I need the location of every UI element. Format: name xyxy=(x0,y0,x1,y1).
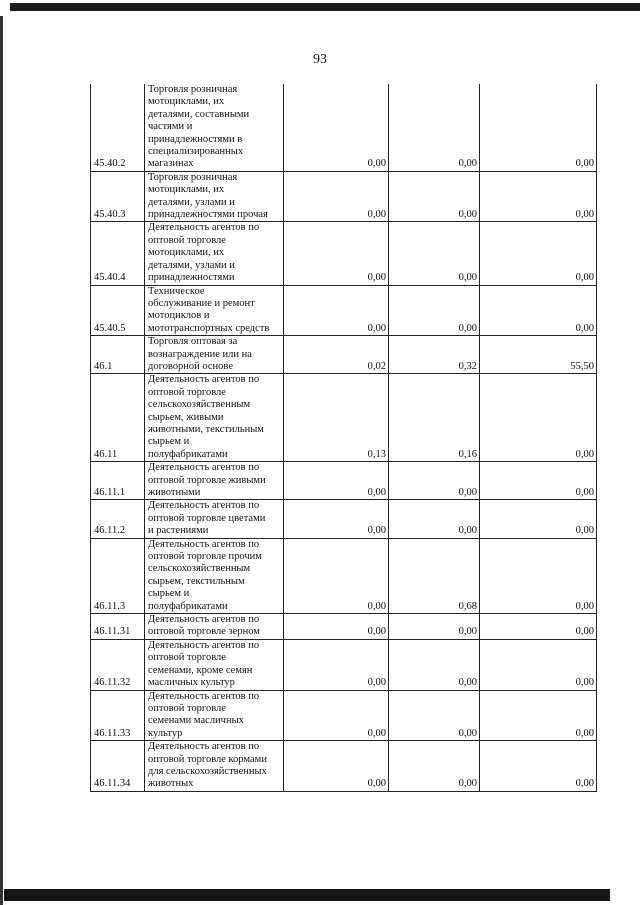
cell-value-1: 0,00 xyxy=(284,639,389,690)
cell-value-2: 0,00 xyxy=(389,639,480,690)
cell-activity-name: Деятельность агентов по оптовой торговле мотоциклами, их деталями, узлами и принадлежностями xyxy=(145,222,284,285)
cell-code: 45.40.5 xyxy=(91,285,145,336)
cell-value-3: 0,00 xyxy=(480,639,597,690)
cell-activity-name: Торговля розничная мотоциклами, их деталями, составными частями и принадлежностями в специализированных магазинах xyxy=(145,84,284,171)
cell-value-1: 0,00 xyxy=(284,285,389,336)
table-row xyxy=(91,741,597,792)
cell-activity-name: Техническое обслуживание и ремонт мотоциклов и мототранспортных средств xyxy=(145,285,284,336)
cell-activity-name: Деятельность агентов по оптовой торговле цветами и растениями xyxy=(145,500,284,538)
cell-value-2: 0,00 xyxy=(389,171,480,222)
cell-activity-name: Торговля оптовая за вознаграждение или на договорной основе xyxy=(145,336,284,374)
cell-value-1: 0,00 xyxy=(284,462,389,500)
cell-value-3: 0,00 xyxy=(480,222,597,285)
table-row xyxy=(91,222,597,285)
table-row xyxy=(91,171,597,222)
cell-value-2: 0,00 xyxy=(389,741,480,792)
table-row xyxy=(91,538,597,613)
cell-code: 45.40.3 xyxy=(91,171,145,222)
cell-activity-name: Деятельность агентов по оптовой торговле семенами, кроме семян масличных культур xyxy=(145,639,284,690)
okved-table xyxy=(90,84,597,792)
cell-value-1: 0,00 xyxy=(284,222,389,285)
cell-code: 46.1 xyxy=(91,336,145,374)
cell-activity-name: Торговля розничная мотоциклами, их деталями, узлами и принадлежностями прочая xyxy=(145,171,284,222)
cell-value-2: 0,68 xyxy=(389,538,480,613)
cell-code: 46.11.31 xyxy=(91,614,145,640)
cell-value-2: 0,16 xyxy=(389,374,480,462)
cell-value-3: 0,00 xyxy=(480,500,597,538)
table-row xyxy=(91,500,597,538)
cell-activity-name: Деятельность агентов по оптовой торговле зерном xyxy=(145,614,284,640)
cell-value-2: 0,00 xyxy=(389,462,480,500)
table-row xyxy=(91,639,597,690)
cell-value-1: 0,00 xyxy=(284,614,389,640)
table-row xyxy=(91,336,597,374)
cell-value-2: 0,00 xyxy=(389,84,480,171)
cell-value-2: 0,00 xyxy=(389,614,480,640)
cell-value-3: 0,00 xyxy=(480,538,597,613)
cell-value-2: 0,00 xyxy=(389,285,480,336)
cell-value-3: 0,00 xyxy=(480,171,597,222)
table-row xyxy=(91,462,597,500)
cell-code: 46.11.3 xyxy=(91,538,145,613)
cell-code: 46.11.1 xyxy=(91,462,145,500)
cell-code: 46.11.32 xyxy=(91,639,145,690)
cell-value-1: 0,00 xyxy=(284,741,389,792)
cell-code: 46.11.2 xyxy=(91,500,145,538)
cell-value-1: 0,02 xyxy=(284,336,389,374)
scan-bar-bottom xyxy=(4,889,610,901)
cell-activity-name: Деятельность агентов по оптовой торговле сельскохозяйственным сырьем, живыми животными, текстильным сырьем и полуфабрикатами xyxy=(145,374,284,462)
cell-value-3: 0,00 xyxy=(480,374,597,462)
scan-bar-top xyxy=(10,3,640,11)
cell-value-1: 0,00 xyxy=(284,171,389,222)
cell-activity-name: Деятельность агентов по оптовой торговле прочим сельскохозяйственным сырьем, текстильным сырьем и полуфабрикатами xyxy=(145,538,284,613)
cell-value-2: 0,32 xyxy=(389,336,480,374)
scan-edge-top xyxy=(0,0,640,16)
cell-value-3: 0,00 xyxy=(480,84,597,171)
cell-value-3: 0,00 xyxy=(480,285,597,336)
table-row xyxy=(91,374,597,462)
table-body xyxy=(91,84,597,791)
table-row xyxy=(91,84,597,171)
cell-value-1: 0,00 xyxy=(284,500,389,538)
scan-edge-left xyxy=(0,0,3,905)
cell-code: 46.11 xyxy=(91,374,145,462)
cell-value-2: 0,00 xyxy=(389,690,480,741)
cell-activity-name: Деятельность агентов по оптовой торговле кормами для сельскохозяйственных животных xyxy=(145,741,284,792)
cell-code: 45.40.4 xyxy=(91,222,145,285)
cell-code: 45.40.2 xyxy=(91,84,145,171)
table-row xyxy=(91,614,597,640)
cell-value-1: 0,00 xyxy=(284,538,389,613)
cell-activity-name: Деятельность агентов по оптовой торговле живыми животными xyxy=(145,462,284,500)
cell-value-3: 55,50 xyxy=(480,336,597,374)
cell-value-1: 0,00 xyxy=(284,690,389,741)
cell-value-1: 0,13 xyxy=(284,374,389,462)
table-row xyxy=(91,285,597,336)
cell-value-2: 0,00 xyxy=(389,500,480,538)
cell-value-3: 0,00 xyxy=(480,690,597,741)
cell-value-3: 0,00 xyxy=(480,614,597,640)
cell-value-1: 0,00 xyxy=(284,84,389,171)
cell-code: 46.11.34 xyxy=(91,741,145,792)
cell-value-3: 0,00 xyxy=(480,741,597,792)
cell-value-2: 0,00 xyxy=(389,222,480,285)
cell-code: 46.11.33 xyxy=(91,690,145,741)
cell-activity-name: Деятельность агентов по оптовой торговле семенами масличных культур xyxy=(145,690,284,741)
table-row xyxy=(91,690,597,741)
scan-edge-bottom xyxy=(0,887,640,905)
cell-value-3: 0,00 xyxy=(480,462,597,500)
page-number: 93 xyxy=(313,52,327,67)
